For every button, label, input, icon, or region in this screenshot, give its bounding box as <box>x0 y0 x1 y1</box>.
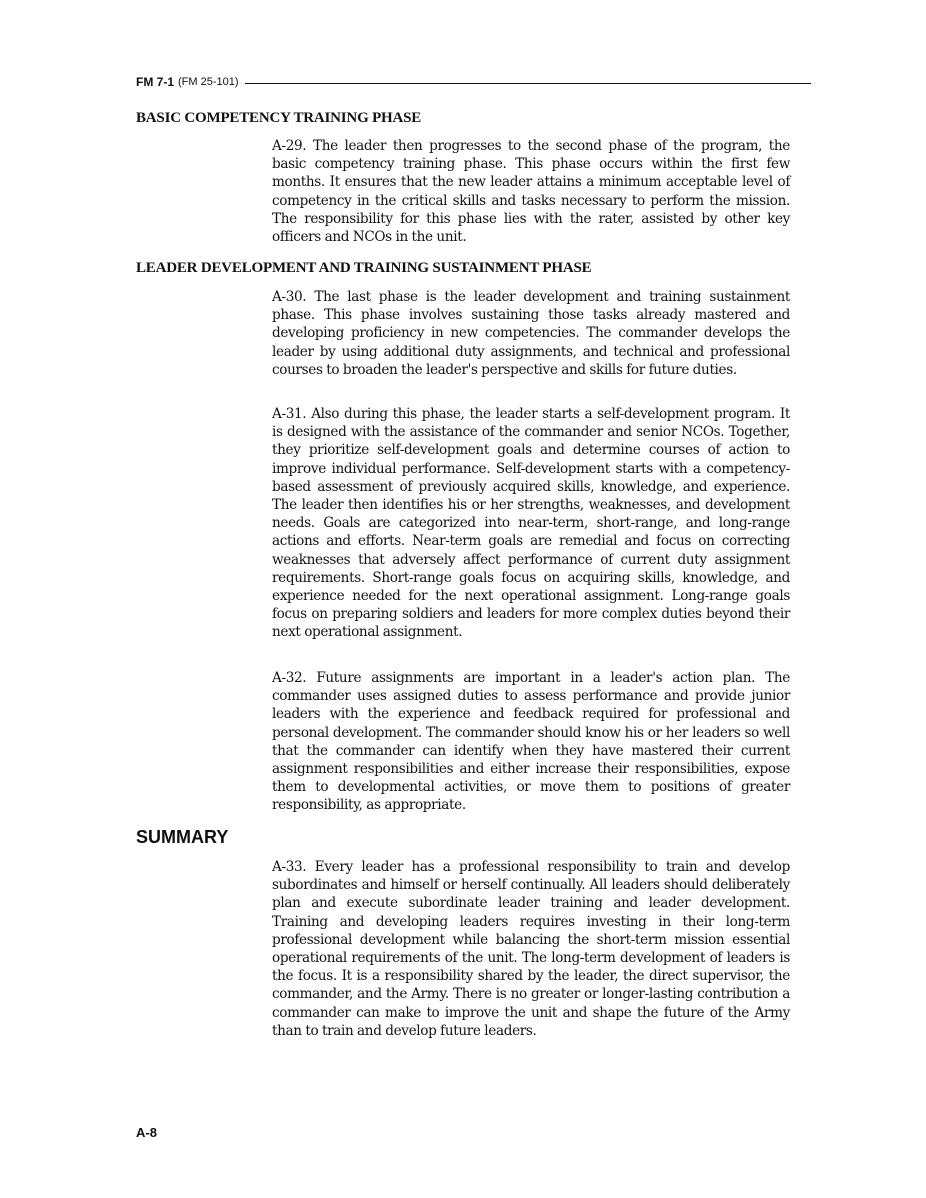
heading-basic-competency: BASIC COMPETENCY TRAINING PHASE <box>136 110 422 126</box>
paragraph-a30: A-30. The last phase is the leader development and training sustainment phase. This phase involves sustaining those tasks already mastered and developing proficiency in new competencies. The commander develops the leader by using additional duty assignments, and technical and professional courses to broaden the leader's perspective and skills for future duties. <box>272 289 790 378</box>
paragraph-a31: A-31. Also during this phase, the leader starts a self-development program. It is designed with the assistance of the commander and senior NCOs. Together, they prioritize self-development goals and determine courses of action to improve individual performance. Self-development starts with a competency-based assessment of previously acquired skills, knowledge, and experience. The leader then identifies his or her strengths, weaknesses, and development needs. Goals are categorized into near-term, short-range, and long-range actions and efforts. Near-term goals are remedial and focus on correcting weaknesses that adversely affect performance of current duty assignment requirements. Short-range goals focus on acquiring skills, knowledge, and experience needed for the next operational assignment. Long-range goals focus on preparing soldiers and leaders for more complex duties beyond their next operational assignment. <box>272 406 790 641</box>
header-rule <box>245 83 811 84</box>
page-number: A-8 <box>136 1125 157 1140</box>
heading-sustainment: LEADER DEVELOPMENT AND TRAINING SUSTAINMENT PHASE <box>136 260 592 276</box>
heading-summary: SUMMARY <box>136 827 229 847</box>
running-header <box>136 73 811 91</box>
paragraph-a32: A-32. Future assignments are important in a leader's action plan. The commander uses assigned duties to assess performance and provide junior leaders with the experience and feedback required for professional and personal development. The commander should know his or her leaders so well that the commander can identify when they have mastered their current assignment responsibilities and either increase their responsibilities, expose them to developmental activities, or move them to positions of greater responsibility, as appropriate. <box>272 670 790 814</box>
paragraph-a29: A-29. The leader then progresses to the second phase of the program, the basic competency training phase. This phase occurs within the first few months. It ensures that the new leader attains a minimum acceptable level of competency in the critical skills and tasks necessary to perform the mission. The responsibility for this phase lies with the rater, assisted by other key officers and NCOs in the unit. <box>272 138 790 246</box>
manual-number: FM 7-1 <box>136 75 175 89</box>
manual-subtitle: (FM 25-101) <box>178 76 239 88</box>
paragraph-a33: A-33. Every leader has a professional responsibility to train and develop subordinates and himself or herself continually. All leaders should deliberately plan and execute subordinate leader training and leader development. Training and developing leaders requires investing in their long-term professional development while balancing the short-term mission essential operational requirements of the unit. The long-term development of leaders is the focus. It is a responsibility shared by the leader, the direct supervisor, the commander, and the Army. There is no greater or longer-lasting contribution a commander can make to improve the unit and shape the future of the Army than to train and develop future leaders. <box>272 859 790 1039</box>
